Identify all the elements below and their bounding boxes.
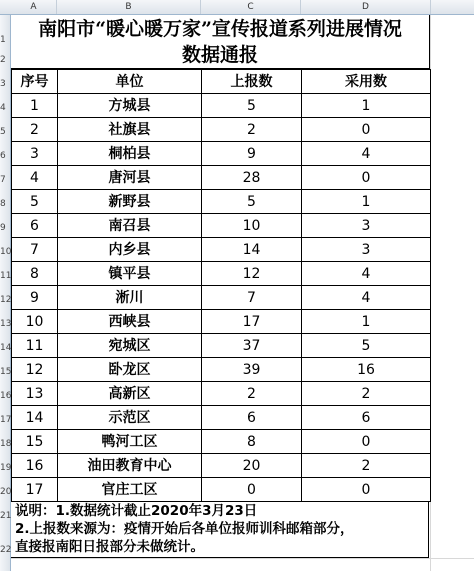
table-row bbox=[12, 310, 431, 334]
table-row bbox=[12, 334, 431, 358]
cell-adopted[interactable]: 4 bbox=[302, 262, 431, 286]
row-header[interactable]: 11 bbox=[0, 271, 12, 281]
cell-index[interactable]: 9 bbox=[12, 286, 58, 310]
table-row bbox=[12, 238, 431, 262]
cell-reported[interactable]: 5 bbox=[202, 190, 302, 214]
cell-adopted[interactable]: 4 bbox=[302, 142, 431, 166]
cell-reported[interactable]: 5 bbox=[202, 94, 302, 118]
report-note[interactable] bbox=[11, 502, 429, 558]
table-row bbox=[12, 118, 431, 142]
cell-index[interactable]: 13 bbox=[12, 382, 58, 406]
cell-unit[interactable]: 官庄工区 bbox=[58, 478, 202, 502]
cell-index[interactable]: 12 bbox=[12, 358, 58, 382]
row-header[interactable]: 13 bbox=[0, 319, 12, 329]
header-cell-unit[interactable]: 单位 bbox=[58, 70, 202, 94]
cell-index[interactable]: 15 bbox=[12, 430, 58, 454]
cell-index[interactable]: 10 bbox=[12, 310, 58, 334]
cell-adopted[interactable]: 1 bbox=[302, 190, 431, 214]
cell-index[interactable]: 2 bbox=[12, 118, 58, 142]
cell-reported[interactable]: 8 bbox=[202, 430, 302, 454]
cell-unit[interactable]: 示范区 bbox=[58, 406, 202, 430]
cell-index[interactable]: 14 bbox=[12, 406, 58, 430]
table-row bbox=[12, 406, 431, 430]
cell-index[interactable]: 8 bbox=[12, 262, 58, 286]
table-row bbox=[12, 190, 431, 214]
cell-index[interactable]: 16 bbox=[12, 454, 58, 478]
cell-index[interactable]: 7 bbox=[12, 238, 58, 262]
cell-index[interactable]: 11 bbox=[12, 334, 58, 358]
cell-adopted[interactable]: 2 bbox=[302, 382, 431, 406]
cell-index[interactable]: 4 bbox=[12, 166, 58, 190]
cell-unit[interactable]: 镇平县 bbox=[58, 262, 202, 286]
header-cell-reported[interactable]: 上报数 bbox=[202, 70, 302, 94]
cell-adopted[interactable]: 1 bbox=[302, 310, 431, 334]
row-header[interactable]: 9 bbox=[0, 223, 6, 233]
row-header[interactable]: 7 bbox=[0, 175, 6, 185]
table-row bbox=[12, 142, 431, 166]
cell-index[interactable]: 6 bbox=[12, 214, 58, 238]
cell-adopted[interactable]: 0 bbox=[302, 478, 431, 502]
cell-unit[interactable]: 高新区 bbox=[58, 382, 202, 406]
column-header-bar bbox=[0, 0, 474, 15]
cell-adopted[interactable]: 0 bbox=[302, 166, 431, 190]
table-row bbox=[12, 454, 431, 478]
row-header[interactable]: 10 bbox=[0, 247, 12, 257]
cell-reported[interactable]: 12 bbox=[202, 262, 302, 286]
cell-reported[interactable]: 7 bbox=[202, 286, 302, 310]
cell-adopted[interactable]: 1 bbox=[302, 94, 431, 118]
note-line-3: 直接报南阳日报部分未做统计。 bbox=[15, 539, 204, 555]
row-header[interactable]: 21 bbox=[0, 511, 12, 521]
row-header[interactable]: 2 bbox=[0, 55, 6, 65]
row-header[interactable]: 8 bbox=[0, 199, 6, 209]
row-header[interactable]: 20 bbox=[0, 487, 12, 497]
column-header-b[interactable]: B bbox=[57, 0, 201, 14]
cell-adopted[interactable]: 2 bbox=[302, 454, 431, 478]
cell-adopted[interactable]: 0 bbox=[302, 430, 431, 454]
row-header[interactable]: 18 bbox=[0, 439, 12, 449]
cell-adopted[interactable]: 3 bbox=[302, 238, 431, 262]
note-line-2: 2.上报数来源为：疫情开始后各单位报师训科邮箱部分， bbox=[15, 521, 354, 537]
row-header[interactable]: 17 bbox=[0, 415, 12, 425]
table-row bbox=[12, 478, 431, 502]
header-cell-index[interactable]: 序号 bbox=[12, 70, 58, 94]
row-header[interactable]: 6 bbox=[0, 151, 6, 161]
row-header[interactable]: 19 bbox=[0, 463, 12, 473]
column-header-d[interactable]: D bbox=[301, 0, 431, 14]
cell-unit[interactable]: 新野县 bbox=[58, 190, 202, 214]
table-row bbox=[12, 214, 431, 238]
report-table bbox=[11, 69, 431, 502]
row-header[interactable]: 12 bbox=[0, 295, 12, 305]
cell-unit[interactable]: 鸭河工区 bbox=[58, 430, 202, 454]
column-header-a[interactable]: A bbox=[11, 0, 57, 14]
cell-index[interactable]: 17 bbox=[12, 478, 58, 502]
row-header[interactable]: 16 bbox=[0, 391, 12, 401]
cell-reported[interactable]: 37 bbox=[202, 334, 302, 358]
cell-reported[interactable]: 39 bbox=[202, 358, 302, 382]
table-row bbox=[12, 358, 431, 382]
report-title[interactable] bbox=[11, 15, 430, 69]
cell-reported[interactable]: 9 bbox=[202, 142, 302, 166]
cell-unit[interactable]: 淅川 bbox=[58, 286, 202, 310]
cell-reported[interactable]: 6 bbox=[202, 406, 302, 430]
note-line-1: 说明：1.数据统计截止2020年3月23日 bbox=[15, 503, 258, 519]
gridline bbox=[11, 558, 474, 559]
cell-unit[interactable]: 南召县 bbox=[58, 214, 202, 238]
cell-adopted[interactable]: 16 bbox=[302, 358, 431, 382]
cell-reported[interactable]: 28 bbox=[202, 166, 302, 190]
row-header[interactable]: 4 bbox=[0, 103, 6, 113]
row-header[interactable]: 15 bbox=[0, 367, 12, 377]
cell-reported[interactable]: 14 bbox=[202, 238, 302, 262]
table-row bbox=[12, 382, 431, 406]
cell-index[interactable]: 3 bbox=[12, 142, 58, 166]
cell-reported[interactable]: 0 bbox=[202, 478, 302, 502]
cell-unit[interactable]: 唐河县 bbox=[58, 166, 202, 190]
row-header[interactable]: 3 bbox=[0, 79, 6, 89]
title-line-2: 数据通报 bbox=[181, 44, 258, 66]
table-row bbox=[12, 286, 431, 310]
row-header[interactable]: 14 bbox=[0, 343, 12, 353]
row-header[interactable]: 22 bbox=[0, 545, 12, 555]
cell-unit[interactable]: 西峡县 bbox=[58, 310, 202, 334]
cell-index[interactable]: 5 bbox=[12, 190, 58, 214]
table-header-row bbox=[12, 70, 431, 94]
row-header-bar bbox=[0, 15, 11, 571]
cell-adopted[interactable]: 5 bbox=[302, 334, 431, 358]
cell-reported[interactable]: 17 bbox=[202, 310, 302, 334]
cell-unit[interactable]: 油田教育中心 bbox=[58, 454, 202, 478]
cell-adopted[interactable]: 0 bbox=[302, 118, 431, 142]
table-row bbox=[12, 262, 431, 286]
table-row bbox=[12, 94, 431, 118]
cell-unit[interactable]: 卧龙区 bbox=[58, 358, 202, 382]
cell-unit[interactable]: 宛城区 bbox=[58, 334, 202, 358]
cell-reported[interactable]: 10 bbox=[202, 214, 302, 238]
cell-unit[interactable]: 桐柏县 bbox=[58, 142, 202, 166]
column-header-c[interactable]: C bbox=[201, 0, 301, 14]
cell-unit[interactable]: 内乡县 bbox=[58, 238, 202, 262]
cell-unit[interactable]: 方城县 bbox=[58, 94, 202, 118]
cell-adopted[interactable]: 3 bbox=[302, 214, 431, 238]
header-cell-adopted[interactable]: 采用数 bbox=[302, 70, 431, 94]
table-row bbox=[12, 430, 431, 454]
cell-reported[interactable]: 2 bbox=[202, 382, 302, 406]
cell-reported[interactable]: 2 bbox=[202, 118, 302, 142]
row-header[interactable]: 1 bbox=[0, 35, 6, 45]
row-header[interactable]: 5 bbox=[0, 127, 6, 137]
cell-unit[interactable]: 社旗县 bbox=[58, 118, 202, 142]
title-line-1: 南阳市“暖心暖万家”宣传报道系列进展情况 bbox=[38, 18, 402, 40]
cell-reported[interactable]: 20 bbox=[202, 454, 302, 478]
cell-adopted[interactable]: 6 bbox=[302, 406, 431, 430]
table-row bbox=[12, 166, 431, 190]
cell-index[interactable]: 1 bbox=[12, 94, 58, 118]
cell-adopted[interactable]: 4 bbox=[302, 286, 431, 310]
